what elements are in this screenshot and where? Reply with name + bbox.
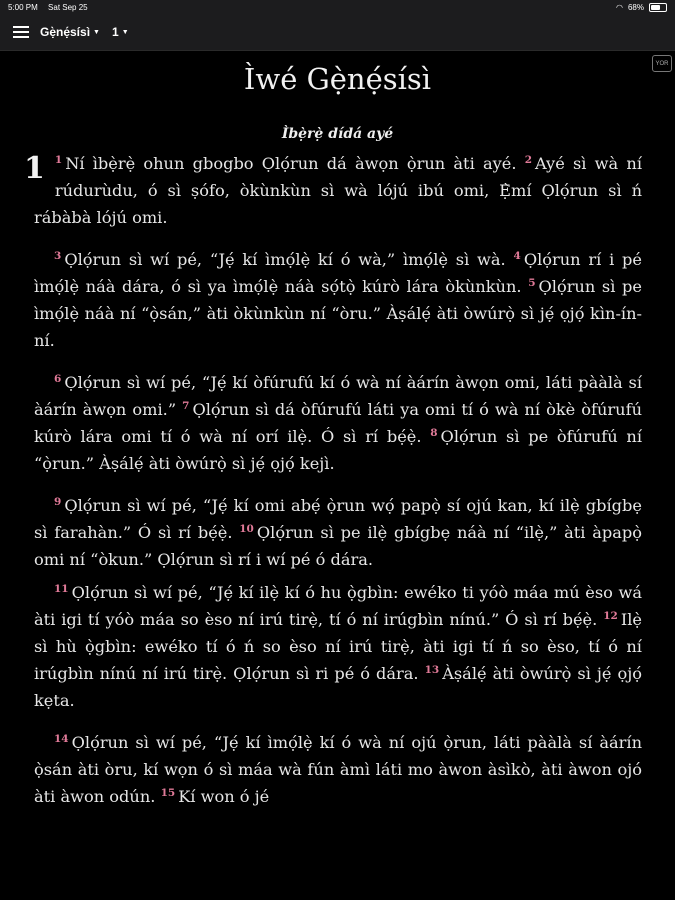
- chevron-down-icon: ▼: [121, 29, 129, 37]
- verse-number[interactable]: 4: [513, 250, 521, 262]
- top-toolbar: [0, 16, 675, 51]
- book-selector-label: Gẹ̀nẹ́sísì: [40, 25, 91, 39]
- verse-number[interactable]: 1: [54, 154, 63, 166]
- verse-number[interactable]: 15: [160, 787, 176, 799]
- verse-text[interactable]: Ọlọ́run sì pe òfúrufú ní “ọ̀run.” Àṣálẹ́ àti òwúrọ̀ sì jẹ́ ọjọ́ kejì.: [34, 427, 642, 473]
- verse-text[interactable]: Ayé sì wà ní rúdurùdu, ó sì ṣófo, òkùnkùn sì wà lójú ibú omi, Ẹ̀mí Ọlọ́run sì ń rábàbà lójú omi.: [34, 154, 642, 227]
- verse-number[interactable]: 6: [54, 373, 62, 385]
- verse-number[interactable]: 7: [182, 400, 190, 412]
- verse-text[interactable]: Ọlọ́run sì dá òfúrufú láti ya omi tí ó wà ní òkè òfúrufú kúrò lára omi tí ó wà ní orí ilẹ̀. Ó sì rí bẹ́ẹ̀.: [34, 400, 642, 446]
- verse-number[interactable]: 10: [239, 523, 254, 535]
- scripture-paragraph: [34, 369, 642, 477]
- verse-number[interactable]: 2: [524, 154, 533, 166]
- status-time: 5:00 PM: [8, 3, 38, 12]
- verse-number[interactable]: 12: [603, 610, 618, 622]
- verse-number[interactable]: 3: [54, 250, 62, 262]
- verse-text[interactable]: Kí won ó jé: [178, 787, 270, 806]
- verse-number[interactable]: 14: [54, 733, 69, 745]
- verse-number[interactable]: 11: [54, 583, 69, 595]
- chapter-selector[interactable]: [112, 25, 129, 39]
- verse-text[interactable]: Ọlọ́run sì pe ilẹ̀ gbígbẹ náà ní “ilẹ̀,” àti àpapọ̀ omi ní “òkun.” Ọlọ́run sì rí i wí pé ó dára.: [34, 523, 642, 569]
- page-title: Ìwé Gẹ̀nẹ́sísì: [243, 62, 432, 96]
- verse-text[interactable]: Ilẹ̀ sì hù ọ̀gbìn: ewéko tí ó ń so èso ní irú tirẹ̀, àti igi tí ń so èso, tí ó ní irúgbìn nínú ní irú tirẹ̀. Ọlọ́run sì ri pé ó dára.: [34, 610, 642, 683]
- section-heading: Ìbẹ̀rẹ̀ dídá ayé: [281, 126, 394, 142]
- status-bar: [0, 0, 675, 16]
- verse-text[interactable]: Àṣálẹ́ àti òwúrọ̀ sì jẹ́ ọjọ́ kẹta.: [34, 664, 642, 710]
- scripture-paragraph: [34, 246, 642, 354]
- verse-text[interactable]: Ọlọ́run sì pe ìmọ́lẹ̀ náà ní “ọ̀sán,” àti òkùnkùn ní “òru.” Àṣálẹ́ àti òwúrọ̀ sì jẹ́ ọjọ́ kìn-ín-ní.: [34, 277, 642, 350]
- chevron-down-icon: ▼: [93, 29, 100, 37]
- battery-percent: 68%: [627, 3, 644, 12]
- scripture-paragraph: [34, 579, 642, 714]
- verse-text[interactable]: Ọlọ́run rí i pé ìmọ́lẹ̀ náà dára, ó sì ya ìmọ́lẹ̀ náà sọ́tọ̀ kúrò lára òkùnkùn.: [34, 250, 642, 296]
- verse-text[interactable]: Ọlọ́run sì wí pé, “Jẹ́ kí omi abẹ́ ọ̀run wọ́ papọ̀ sí ojú kan, kí ilẹ̀ gbígbẹ sì farahàn.” Ó sì rí bẹ́ẹ̀.: [34, 496, 642, 542]
- hamburger-menu-icon[interactable]: [13, 26, 29, 38]
- version-badge[interactable]: YOR: [652, 55, 672, 72]
- verse-number[interactable]: 8: [430, 427, 438, 439]
- scripture-content: [24, 150, 642, 810]
- verse-number[interactable]: 5: [528, 277, 536, 289]
- verse-text[interactable]: Ọlọ́run sì wí pé, “Jẹ́ kí ìmọ́lẹ̀ kí ó wà,” ìmọ́lẹ̀ sì wà.: [64, 250, 506, 269]
- scripture-paragraph: [34, 729, 642, 810]
- chapter-number: 1: [24, 151, 45, 186]
- status-date: Sat Sep 25: [48, 3, 88, 12]
- verse-number[interactable]: 9: [54, 496, 62, 508]
- verse-text[interactable]: Ọlọ́run sì wí pé, “Jẹ́ kí ìmọ́lẹ̀ kí ó wà ní ojú ọ̀run, láti pààlà sí àárín ọ̀sán àti òru, kí wọn ó sì máa wà fún àmì láti mo àwon àsìkò, àti àwon ojó àti àwon odún.: [34, 733, 642, 806]
- verse-text[interactable]: Ọlọ́run sì wí pé, “Jẹ́ kí ilẹ̀ kí ó hu ọ̀gbìn: ewéko ti yóò máa mú èso wá àti igi tí yóò máa so èso ní irú tirẹ̀, tí ó ní irúgbìn nínú.” Ó sì rí bẹ́ẹ̀.: [34, 583, 642, 629]
- battery-icon: [649, 3, 667, 12]
- scripture-paragraph: [34, 492, 642, 573]
- verse-number[interactable]: 13: [424, 664, 440, 676]
- verse-text[interactable]: Ní ìbẹ̀rẹ̀ ohun gbogbo Ọlọ́run dá àwọn ọ̀run àti ayé.: [65, 154, 517, 173]
- scripture-paragraph: [24, 150, 642, 231]
- book-selector[interactable]: [40, 25, 100, 39]
- chapter-selector-label: 1: [112, 25, 119, 39]
- wifi-icon: ◠: [616, 3, 623, 12]
- verse-text[interactable]: Ọlọ́run sì wí pé, “Jẹ́ kí òfúrufú kí ó wà ní àárín àwọn omi, láti pààlà sí àárín àwọn omi.”: [34, 373, 642, 419]
